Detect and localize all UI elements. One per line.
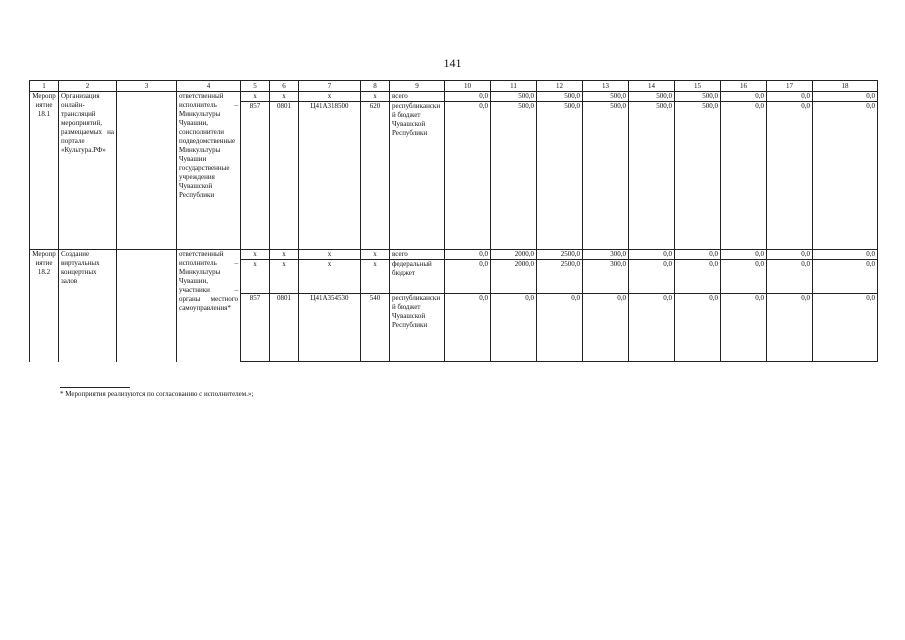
value-cell: 0,0: [767, 102, 813, 250]
value-cell: 2500,0: [537, 250, 583, 260]
value-cell: 0,0: [767, 294, 813, 362]
event-id: Мероприятие 18.1: [30, 92, 59, 250]
header-cell: 7: [299, 81, 361, 92]
header-cell: 14: [629, 81, 675, 92]
value-cell: 0,0: [675, 250, 721, 260]
value-cell: 0,0: [721, 92, 767, 102]
value-cell: 500,0: [537, 92, 583, 102]
header-cell: 13: [583, 81, 629, 92]
event-executor: ответственный исполнитель – Минкультуры Чувашии, участники – органы местного самоуправления*: [177, 250, 241, 362]
budget-code: x: [270, 92, 299, 102]
value-cell: 500,0: [491, 92, 537, 102]
event-name: Создание виртуальных концертных залов: [59, 250, 117, 362]
page-number: 141: [443, 56, 462, 70]
funding-source: республиканский бюджет Чувашской Республики: [390, 102, 445, 250]
header-cell: 10: [445, 81, 491, 92]
budget-code: x: [270, 260, 299, 294]
value-cell: 0,0: [767, 250, 813, 260]
budget-table: [29, 80, 878, 362]
value-cell: 0,0: [813, 294, 878, 362]
header-cell: 16: [721, 81, 767, 92]
funding-source: всего: [390, 250, 445, 260]
value-cell: 2000,0: [491, 250, 537, 260]
value-cell: 0,0: [813, 92, 878, 102]
budget-code: x: [270, 250, 299, 260]
value-cell: 0,0: [629, 250, 675, 260]
value-cell: 0,0: [721, 260, 767, 294]
budget-code: x: [361, 250, 390, 260]
header-cell: 4: [177, 81, 241, 92]
value-cell: 0,0: [813, 102, 878, 250]
value-cell: 0,0: [813, 260, 878, 294]
header-cell: 11: [491, 81, 537, 92]
budget-code: 0801: [270, 294, 299, 362]
value-cell: 0,0: [629, 260, 675, 294]
budget-code: x: [241, 250, 270, 260]
header-cell: 12: [537, 81, 583, 92]
value-cell: 500,0: [675, 102, 721, 250]
value-cell: 0,0: [813, 250, 878, 260]
value-cell: 0,0: [721, 102, 767, 250]
budget-code: x: [299, 260, 361, 294]
value-cell: 500,0: [583, 102, 629, 250]
header-cell: 15: [675, 81, 721, 92]
header-cell: 9: [390, 81, 445, 92]
event-col3: [117, 92, 177, 250]
budget-code: x: [361, 92, 390, 102]
value-cell: 300,0: [583, 260, 629, 294]
budget-code: Ц41А354530: [299, 294, 361, 362]
value-cell: 0,0: [721, 294, 767, 362]
value-cell: 0,0: [445, 294, 491, 362]
value-cell: 0,0: [445, 92, 491, 102]
header-cell: 5: [241, 81, 270, 92]
funding-source: всего: [390, 92, 445, 102]
header-cell: 2: [59, 81, 117, 92]
footnote-divider: [60, 387, 130, 388]
value-cell: 500,0: [629, 102, 675, 250]
value-cell: 0,0: [583, 294, 629, 362]
budget-code: Ц41А318500: [299, 102, 361, 250]
value-cell: 0,0: [445, 260, 491, 294]
footnote: * Мероприятия реализуются по согласованию с исполнителем.»;: [60, 390, 254, 398]
header-row: [30, 81, 878, 92]
value-cell: 0,0: [721, 250, 767, 260]
value-cell: 300,0: [583, 250, 629, 260]
header-cell: 18: [813, 81, 878, 92]
budget-code: 540: [361, 294, 390, 362]
header-cell: 8: [361, 81, 390, 92]
value-cell: 2000,0: [491, 260, 537, 294]
value-cell: 2500,0: [537, 260, 583, 294]
table-row: [30, 92, 878, 102]
value-cell: 500,0: [583, 92, 629, 102]
funding-source: республиканский бюджет Чувашской Республики: [390, 294, 445, 362]
value-cell: 0,0: [767, 92, 813, 102]
funding-source: федеральный бюджет: [390, 260, 445, 294]
event-id: Мероприятие 18.2: [30, 250, 59, 362]
budget-code: x: [361, 260, 390, 294]
value-cell: 0,0: [537, 294, 583, 362]
event-executor: ответственный исполнитель – Минкультуры Чувашии, соисполнители подведомственные Минкультуры Чувашии государственные учреждения Чувашской Республики: [177, 92, 241, 250]
value-cell: 0,0: [675, 260, 721, 294]
table-row: [30, 250, 878, 260]
budget-code: 620: [361, 102, 390, 250]
budget-code: 0801: [270, 102, 299, 250]
value-cell: 500,0: [537, 102, 583, 250]
budget-code: x: [241, 92, 270, 102]
header-cell: 3: [117, 81, 177, 92]
value-cell: 0,0: [445, 102, 491, 250]
budget-code: x: [241, 260, 270, 294]
event-col3: [117, 250, 177, 362]
value-cell: 0,0: [491, 294, 537, 362]
value-cell: 500,0: [675, 92, 721, 102]
value-cell: 0,0: [675, 294, 721, 362]
header-cell: 1: [30, 81, 59, 92]
header-cell: 6: [270, 81, 299, 92]
budget-code: x: [299, 92, 361, 102]
budget-code: x: [299, 250, 361, 260]
value-cell: 500,0: [491, 102, 537, 250]
budget-code: 857: [241, 294, 270, 362]
header-cell: 17: [767, 81, 813, 92]
value-cell: 500,0: [629, 92, 675, 102]
event-name: Организация онлайн-трансляций мероприятий, размещаемых на портале «Культура.РФ»: [59, 92, 117, 250]
value-cell: 0,0: [767, 260, 813, 294]
budget-code: 857: [241, 102, 270, 250]
value-cell: 0,0: [445, 250, 491, 260]
value-cell: 0,0: [629, 294, 675, 362]
